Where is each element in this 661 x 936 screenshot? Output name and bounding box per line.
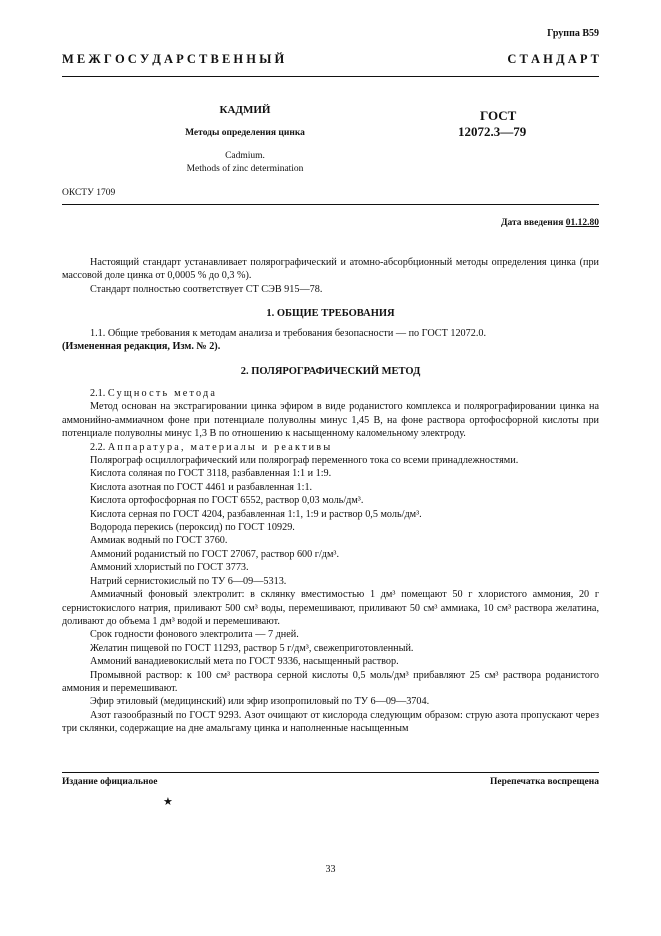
date-label: Дата введения xyxy=(500,218,564,228)
amendment-note: (Измененная редакция, Изм. № 2). xyxy=(62,341,221,353)
okstu-code: ОКСТУ 1709 xyxy=(62,188,116,198)
date-value: 01.12.80 xyxy=(565,218,599,228)
banner-left: М Е Ж Г О С У Д А Р С Т В Е Н Н Ы Й xyxy=(62,52,285,66)
list-item: Аммоний хлористый по ГОСТ 3773. xyxy=(90,562,249,574)
list-item: Промывной раствор: к 100 см³ раствора серной кислоты 0,5 моль/дм³ прибавляют 25 см³ раствора роданистого аммония и перемешивают. xyxy=(62,669,599,694)
english-title xyxy=(120,150,370,176)
list-item: Кислота соляная по ГОСТ 3118, разбавленная 1:1 и 1:9. xyxy=(90,468,332,480)
footer-rule xyxy=(62,772,599,773)
english-title-line1: Cadmium. xyxy=(225,151,265,161)
list-item: Кислота ортофосфорная по ГОСТ 6552, раствор 0,03 моль/дм³. xyxy=(90,495,364,507)
doc-title: КАДМИЙ xyxy=(219,104,271,116)
list-item: Азот газообразный по ГОСТ 9293. Азот очищают от кислорода следующим образом: струю азота пропускают через три склянки, содержащие на дне амальгаму цинка и наполненные насыщенным xyxy=(62,709,599,735)
english-title-line2: Methods of zinc determination xyxy=(186,164,304,174)
official-edition-note: Издание официальное xyxy=(62,777,158,787)
subsection-2-1-text: Метод основан на экстрагировании цинка эфиром в виде роданистого комплекса и полярографировании цинка на аммонийно-аммиачном фоне при потенциале полуволны минус 1,45 В, на фоне раствора ортофосфорной кислоты при потенциале полуволны минус 1,3 В по отношению к насыщенному каломельному электроду. xyxy=(62,401,599,440)
subsection-2-1-title xyxy=(62,387,599,400)
gost-number xyxy=(458,108,526,140)
intro-block xyxy=(62,256,599,296)
section-1-heading: 1. ОБЩИЕ ТРЕБОВАНИЯ xyxy=(266,308,395,319)
list-item: Натрий сернистокислый по ТУ 6—09—5313. xyxy=(90,575,287,587)
header-rule xyxy=(62,76,599,77)
subsection-2-1-name: Сущность метода xyxy=(107,388,218,399)
gost-code: 12072.3—79 xyxy=(458,124,527,139)
list-item: Желатин пищевой по ГОСТ 11293, раствор 5 г/дм³, свежеприготовленный. xyxy=(90,642,414,654)
list-item: Аммиак водный по ГОСТ 3760. xyxy=(90,535,228,547)
subsection-2-2-name: Аппаратура, материалы и реактивы xyxy=(107,441,333,453)
subsection-2-2-number: 2.2. xyxy=(90,441,106,453)
list-item: Кислота азотная по ГОСТ 4461 и разбавленная 1:1. xyxy=(90,481,313,493)
list-item: Аммоний роданистый по ГОСТ 27067, раствор 600 г/дм³. xyxy=(90,548,340,560)
reprint-prohibited-note: Перепечатка воспрещена xyxy=(489,777,599,787)
subsection-2-2-title xyxy=(62,441,599,454)
section-1-paragraph: 1.1. Общие требования к методам анализа и требования безопасности — по ГОСТ 12072.0. xyxy=(90,328,487,339)
subsection-2-1-number: 2.1. xyxy=(90,388,106,399)
intro-paragraph: Настоящий стандарт устанавливает полярографический и атомно-абсорбционный методы определения цинка (при массовой доле цинка от 0,0005 % до 0,3 %). xyxy=(62,257,599,282)
gost-label: ГОСТ xyxy=(480,108,517,123)
okstu-rule xyxy=(62,204,599,205)
group-code: Группа В59 xyxy=(547,28,599,39)
banner-right: С Т А Н Д А Р Т xyxy=(507,52,599,66)
effective-date xyxy=(501,218,599,228)
page-number: 33 xyxy=(325,864,336,875)
list-item: Срок годности фонового электролита — 7 дней. xyxy=(90,629,299,641)
list-item: Кислота серная по ГОСТ 4204, разбавленная 1:1, 1:9 и раствор 0,5 моль/дм³. xyxy=(90,508,422,520)
list-item: Аммиачный фоновый электролит: в склянку вместимостью 1 дм³ помещают 50 г хлористого аммония, 20 г сернистокислого натрия, приливают 500 см³ воды, перемешивают, приливают 50 см³ аммиака, 10 см³ раствора желатина, доливают до объема 1 дм³ водой и перемешивают. xyxy=(62,589,599,627)
section-2-body xyxy=(62,387,599,736)
star-icon: ★ xyxy=(163,796,173,808)
doc-subtitle: Методы определения цинка xyxy=(185,128,305,138)
list-item: Полярограф осциллографический или полярограф переменного тока со всеми принадлежностями. xyxy=(90,455,519,467)
list-item: Аммоний ванадиевокислый мета по ГОСТ 9336, насыщенный раствор. xyxy=(90,656,399,668)
list-item: Водорода перекись (пероксид) по ГОСТ 10929. xyxy=(90,522,295,534)
section-1-body xyxy=(62,327,599,354)
standard-banner xyxy=(62,52,599,67)
section-2-heading: 2. ПОЛЯРОГРАФИЧЕСКИЙ МЕТОД xyxy=(240,366,421,377)
intro-paragraph-2: Стандарт полностью соответствует СТ СЭВ 915—78. xyxy=(90,283,323,295)
list-item: Эфир этиловый (медицинский) или эфир изопропиловый по ТУ 6—09—3704. xyxy=(90,696,430,708)
